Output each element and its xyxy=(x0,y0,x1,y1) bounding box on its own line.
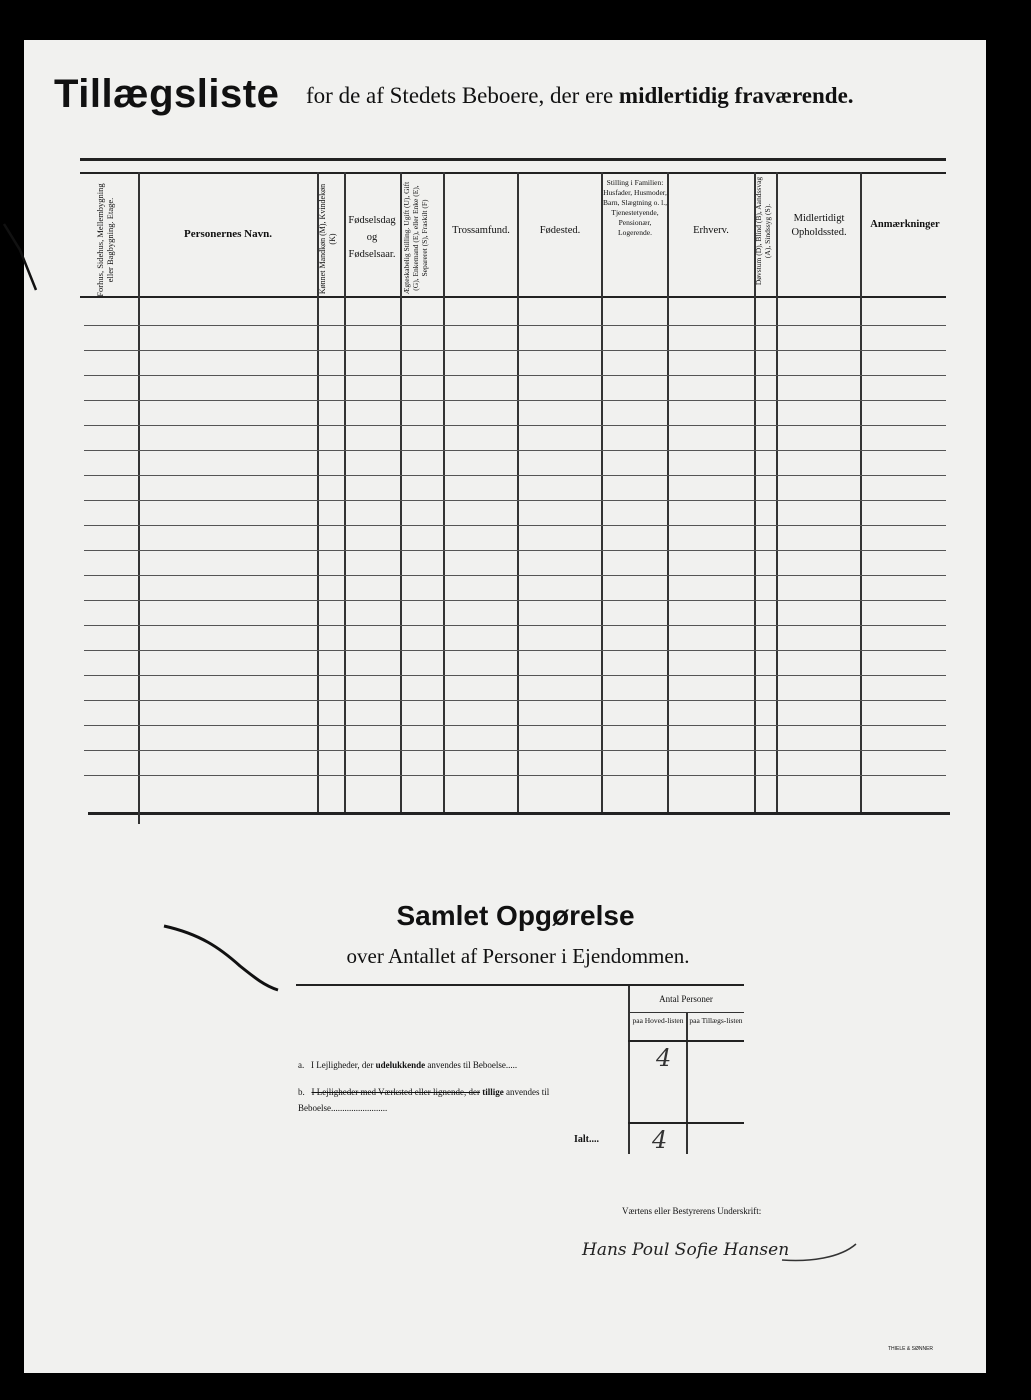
table-row-line xyxy=(84,775,946,776)
form-title: Tillægsliste xyxy=(54,72,280,116)
summary-ialt-value: 4 xyxy=(652,1126,668,1154)
summary-rule xyxy=(296,984,744,986)
signature-flourish xyxy=(780,1236,860,1266)
table-row-line xyxy=(84,600,946,601)
col-header-building: Forhus, Sidehus, Mellembygning eller Bagbygning. Etage. xyxy=(95,183,115,297)
table-row-line xyxy=(84,425,946,426)
table-row-line xyxy=(84,675,946,676)
summary-col-divider xyxy=(686,1012,688,1154)
col-header-birthdate: Fødselsdag og Fødselsaar. xyxy=(348,215,396,260)
col-divider xyxy=(860,172,862,812)
summary-title: Samlet Opgørelse xyxy=(396,900,635,931)
table-row-line xyxy=(84,375,946,376)
table-row-line xyxy=(84,325,946,326)
summary-row-a-text-end: anvendes til Beboelse..... xyxy=(427,1060,518,1070)
col-divider xyxy=(138,172,140,824)
summary-subtitle: over Antallet af Personer i Ejendommen. xyxy=(346,944,690,968)
col-divider xyxy=(344,172,346,812)
form-subtitle-bold: midlertidig fraværende. xyxy=(618,83,854,108)
col-header-marital: Ægteskabelig Stilling. Ugift (U), Gift (G), Enkemand (E), eller Enke (E), Separeret (S), Fraskilt (F) xyxy=(402,181,429,295)
col-header-disability: Døvstum (D), Blind (B), Aandssvag (A), Sindssyg (S). xyxy=(754,176,772,286)
table-header-rule xyxy=(80,296,946,298)
col-divider xyxy=(517,172,519,812)
summary-header-line xyxy=(628,1012,744,1013)
printer-mark: THIELE & SØNNER xyxy=(888,1346,934,1352)
summary-col-tillaeg: paa Tillægs-listen xyxy=(689,1016,743,1025)
col-header-birthplace: Fødested. xyxy=(539,225,581,236)
summary-total-line xyxy=(628,1122,744,1124)
summary-row-a xyxy=(298,1060,628,1070)
col-divider xyxy=(667,172,669,812)
table-row-line xyxy=(84,650,946,651)
summary-row-a-letter: a. xyxy=(298,1060,305,1070)
signature-value: Hans Poul Sofie Hansen xyxy=(582,1240,790,1260)
title-rule xyxy=(80,158,946,161)
form-subtitle xyxy=(306,83,854,109)
table-row-line xyxy=(84,400,946,401)
table-bottom-rule xyxy=(88,812,950,815)
summary-header-line xyxy=(628,1040,744,1042)
col-header-occupation: Erhverv. xyxy=(693,225,729,236)
summary-row-a-text: I Lejligheder, der xyxy=(311,1060,374,1070)
col-divider xyxy=(601,172,603,812)
summary-col-hoved: paa Hoved-listen xyxy=(632,1016,684,1025)
col-divider xyxy=(776,172,778,812)
form-subtitle-pre: for de af Stedets Beboere, der ere xyxy=(306,83,614,108)
table-row-line xyxy=(84,725,946,726)
col-header-name: Personernes Navn. xyxy=(184,228,272,240)
table-row-line xyxy=(84,700,946,701)
table-row-line xyxy=(84,525,946,526)
col-divider xyxy=(443,172,445,812)
table-row-line xyxy=(84,550,946,551)
col-header-family-position: Stilling i Familien: Husfader, Husmoder, Barn, Slægtning o. l., Tjenestetyende, Pensionær, Logerende. xyxy=(603,178,667,237)
summary-ialt-label: Ialt.... xyxy=(574,1134,599,1145)
summary-row-b-text-end: anvendes til Beboelse......................... xyxy=(298,1087,550,1113)
pen-mark-icon xyxy=(160,918,285,998)
summary-row-b-text: I Lejligheder med Værksted eller lignende, der xyxy=(311,1087,481,1097)
table-row-line xyxy=(84,475,946,476)
table-row-line xyxy=(84,625,946,626)
col-header-sex: Kønnet Mandkøn (M), Kvindekøn (K) xyxy=(318,183,337,295)
table-row-line xyxy=(84,350,946,351)
table-row-line xyxy=(84,575,946,576)
pen-mark-icon xyxy=(0,220,60,300)
summary-row-b-letter: b. xyxy=(298,1087,305,1097)
summary-row-b xyxy=(298,1084,620,1116)
summary-row-b-bold: tillige xyxy=(482,1087,504,1097)
signature-label: Værtens eller Bestyrerens Underskrift: xyxy=(622,1206,762,1216)
summary-antal-header: Antal Personer xyxy=(659,994,713,1004)
col-header-religion: Trossamfund. xyxy=(452,225,510,236)
summary-row-a-bold: udelukkende xyxy=(375,1060,426,1070)
table-row-line xyxy=(84,450,946,451)
col-header-temporary-residence: Midlertidigt Opholdssted. xyxy=(791,213,847,238)
col-header-remarks: Anmærkninger xyxy=(870,219,940,230)
table-row-line xyxy=(84,500,946,501)
table-top-rule xyxy=(80,172,946,174)
summary-row-a-hoved-value: 4 xyxy=(656,1044,672,1072)
table-row-line xyxy=(84,750,946,751)
